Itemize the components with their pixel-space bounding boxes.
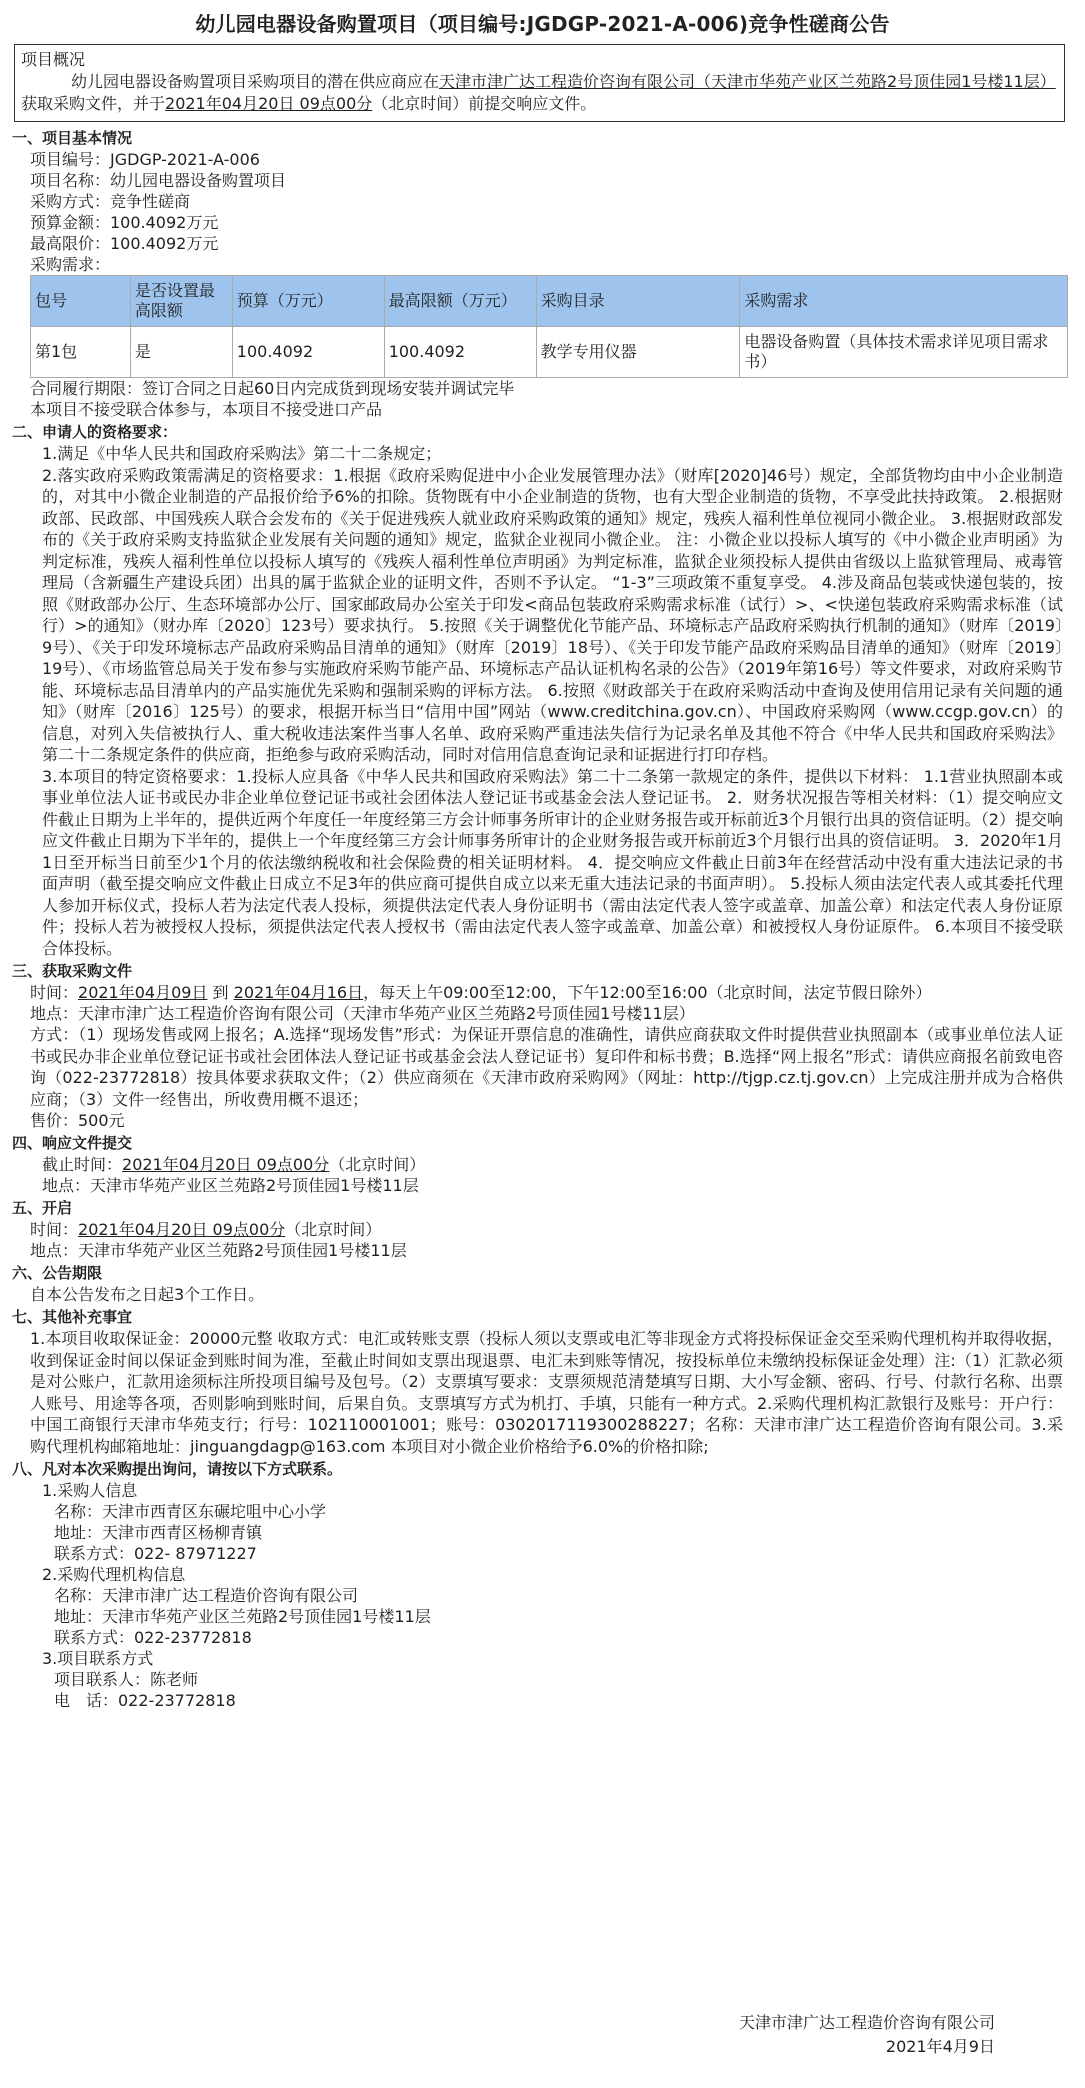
agency-address: 地址：天津市华苑产业区兰苑路2号顶佳园1号楼11层	[54, 1607, 431, 1626]
opening-time-rest: （北京时间）	[285, 1220, 382, 1239]
table-header-cell: 包号	[31, 276, 131, 327]
table-header-row	[31, 276, 1068, 327]
package-table	[30, 275, 1068, 378]
agency-title: 2.采购代理机构信息	[42, 1565, 186, 1584]
purchaser-title: 1.采购人信息	[42, 1481, 138, 1500]
purchaser-name: 名称：天津市西青区东碾坨咀中心小学	[54, 1502, 327, 1521]
deadline-rest: （北京时间）	[329, 1155, 426, 1174]
contact-title: 3.项目联系方式	[42, 1649, 154, 1668]
document-price: 售价：500元	[30, 1111, 125, 1130]
obtain-time-label: 时间：	[30, 983, 79, 1002]
table-row	[31, 327, 1068, 378]
section-6-heading: 六、公告期限	[12, 1264, 103, 1282]
procurement-method: 采购方式：竞争性磋商	[30, 192, 191, 211]
table-header-cell: 是否设置最高限额	[130, 276, 232, 327]
overview-text-pre: 幼儿园电器设备购置项目采购项目的潜在供应商应在	[71, 72, 440, 91]
qualification-item-3: 3.本项目的特定资格要求：1.投标人应具备《中华人民共和国政府采购法》第二十二条第一款规定的条件，提供以下材料： 1.1营业执照副本或事业单位法人证书或民办非企业单位登记证书或社会团体法人登记证书或基金会法人登记证书。 2．财务状况报告等相关材料：（1）提交响应文件截止日期为上半年的，提供近两个年度任一年度经第三方会计师事务所审计的企业财务报告或开标前近3个月银行出具的资信证明。（2）提交响应文件截止日期为下半年的，提供上一个年度经第三方会计师事务所审计的企业财务报告或开标前近3个月银行出具的资信证明。 3．2020年1月1日至开标当日前至少1个月的依法缴纳税收和社会保险费的相关证明材料。 4．提交响应文件截止日前3年在经营活动中没有重大违法记录的书面声明（截至提交响应文件截止日成立不足3年的供应商可提供自成立以来无重大违法记录的书面声明）。 5.投标人须由法定代表人或其委托代理人参加开标仪式，投标人若为法定代表人投标，须提供法定代表人身份证明书（需由法定代表人签字或盖章、加盖公章）和法定代表人身份证原件；投标人若为被授权人投标，须提供法定代表人授权书（需由法定代表人签字或盖章、加盖公章）和被授权人身份证原件。 6.本项目不接受联合体投标。	[42, 766, 1063, 958]
contact-phone: 电 话：022-23772818	[54, 1691, 236, 1710]
overview-text	[21, 71, 1058, 115]
table-header-cell: 预算（万元）	[232, 276, 384, 327]
obtain-time	[12, 982, 1073, 1003]
agency-phone: 联系方式：022-23772818	[54, 1628, 252, 1647]
page-title: 幼儿园电器设备购置项目（项目编号:JGDGP-2021-A-006)竞争性磋商公告	[195, 12, 890, 36]
contract-period: 合同履行期限：签订合同之日起60日内完成货到现场安装并调试完毕	[30, 379, 515, 398]
demand-label: 采购需求：	[30, 255, 111, 274]
budget-amount: 预算金额：100.4092万元	[30, 213, 219, 232]
max-price: 最高限价：100.4092万元	[30, 234, 219, 253]
overview-box	[14, 44, 1065, 122]
project-name: 项目名称：幼儿园电器设备购置项目	[30, 171, 287, 190]
section-1-heading: 一、项目基本情况	[12, 129, 133, 147]
overview-time: 2021年04月20日 09点00分	[165, 94, 373, 113]
project-number: 项目编号：JGDGP-2021-A-006	[30, 150, 260, 169]
qualification-item-1: 1.满足《中华人民共和国政府采购法》第二十二条规定；	[42, 444, 442, 463]
table-cell: 100.4092	[232, 327, 384, 378]
overview-text-post: （北京时间）前提交响应文件。	[372, 94, 597, 113]
notice-period: 自本公告发布之日起3个工作日。	[30, 1285, 265, 1304]
section-8-heading: 八、凡对本次采购提出询问，请按以下方式联系。	[12, 1460, 343, 1478]
obtain-time-rest: ，每天上午09:00至12:00，下午12:00至16:00（北京时间，法定节假日除外）	[363, 983, 932, 1002]
overview-text-mid: 获取采购文件，并于	[21, 94, 166, 113]
obtain-time-to: 到	[207, 983, 234, 1002]
opening-time	[12, 1219, 1073, 1240]
consortium-note: 本项目不接受联合体参与，本项目不接受进口产品	[30, 400, 383, 419]
contact-person: 项目联系人：陈老师	[54, 1670, 199, 1689]
deadline-time: 2021年04月20日 09点00分	[122, 1155, 330, 1174]
section-7-heading: 七、其他补充事宜	[12, 1308, 133, 1326]
overview-label: 项目概况	[21, 50, 86, 69]
table-cell: 教学专用仪器	[536, 327, 740, 378]
signature-org: 天津市津广达工程造价咨询有限公司	[738, 2013, 995, 2032]
table-cell: 第1包	[31, 327, 131, 378]
obtain-method: 方式：（1）现场发售或网上报名；A.选择“现场发售”形式：为保证开票信息的准确性，请供应商获取文件时提供营业执照副本（或事业单位法人证书或民办非企业单位登记证书或社会团体法人登记证书或基金会法人登记证书）复印件和标书费；B.选择“网上报名”形式：请供应商报名前致电咨询（022-23772818）按具体要求获取文件；（2）供应商须在《天津市政府采购网》（网址：http://tjgp.cz.tj.gov.cn）上完成注册并成为合格供应商；（3）文件一经售出，所收费用概不退还；	[30, 1025, 1063, 1109]
purchaser-address: 地址：天津市西青区杨柳青镇	[54, 1523, 263, 1542]
qualification-item-2: 2.落实政府采购政策需满足的资格要求：1.根据《政府采购促进中小企业发展管理办法》（财库[2020]46号）规定，全部货物均由中小企业制造的，对其中小微企业制造的产品报价给予6%的扣除。货物既有中小企业制造的货物，也有大型企业制造的货物，不享受此扶持政策。 2.根据财政部、民政部、中国残疾人联合会发布的《关于促进残疾人就业政府采购政策的通知》规定，残疾人福利性单位视同小微企业。 3.根据财政部发布的《关于政府采购支持监狱企业发展有关问题的通知》规定，监狱企业视同小微企业。 注：小微企业以投标人填写的《中小微企业声明函》为判定标准，残疾人福利性单位以投标人填写的《残疾人福利性单位声明函》为判定标准，监狱企业须投标人提供由省级以上监狱管理局、戒毒管理局（含新疆生产建设兵团）出具的属于监狱企业的证明文件，否则不予认定。 “1-3”三项政策不重复享受。 4.涉及商品包装或快递包装的，按照《财政部办公厅、生态环境部办公厅、国家邮政局办公室关于印发<商品包装政府采购需求标准（试行）>、<快递包装政府采购需求标准（试行）>的通知》（财办库〔2020〕123号）要求执行。 5.按照《关于调整优化节能产品、环境标志产品政府采购执行机制的通知》（财库〔2019〕9号）、《关于印发环境标志产品政府采购品目清单的通知》（财库〔2019〕18号）、《关于印发节能产品政府采购品目清单的通知》（财库〔2019〕19号）、《市场监管总局关于发布参与实施政府采购节能产品、环境标志产品认证机构名录的公告》（2019年第16号）等文件要求，对政府采购节能、环境标志品目清单内的产品实施优先采购和强制采购的评标方法。 6.按照《财政部关于在政府采购活动中查询及使用信用记录有关问题的通知》（财库〔2016〕125号）的要求，根据开标当日“信用中国”网站（www.creditchina.gov.cn）、中国政府采购网（www.ccgp.gov.cn）的信息，对列入失信被执行人、重大税收违法案件当事人名单、政府采购严重违法失信行为记录名单及其他不符合《中华人民共和国政府采购法》第二十二条规定条件的供应商，拒绝参与政府采购活动，同时对信用信息查询记录和证据进行打印存档。	[42, 465, 1063, 764]
table-header-cell: 最高限额（万元）	[384, 276, 536, 327]
table-header-cell: 采购需求	[740, 276, 1068, 327]
table-header-cell: 采购目录	[536, 276, 740, 327]
section-3-heading: 三、获取采购文件	[12, 962, 133, 980]
purchaser-phone: 联系方式：022- 87971227	[54, 1544, 257, 1563]
supplementary-matters: 1.本项目收取保证金：20000元整 收取方式：电汇或转账支票（投标人须以支票或电汇等非现金方式将投标保证金交至采购代理机构并取得收据，收到保证金时间以保证金到账时间为准，至截止时间如支票出现退票、电汇未到账等情况，按投标单位未缴纳投标保证金处理）注:（1）汇款必须是对公账户，汇款用途须标注所投项目编号及包号。（2）支票填写要求：支票须规范清楚填写日期、大小写金额、密码、行号、付款行名称、出票人账号、用途等各项，否则影响到账时间，后果自负。支票填写方式为机打、手填，只能有一种方式。2.采购代理机构汇款银行及账号：开户行：中国工商银行天津市华苑支行；行号：102110001001；账号：0302017119300288227；名称：天津市津广达工程造价咨询有限公司。3.采购代理机构邮箱地址：jinguangdagp@163.com 本项目对小微企业价格给予6.0%的价格扣除;	[30, 1329, 1063, 1456]
deadline-label: 截止时间：	[42, 1155, 123, 1174]
signature-date: 2021年4月9日	[885, 2037, 995, 2056]
table-cell: 是	[130, 327, 232, 378]
obtain-time-start: 2021年04月09日	[78, 983, 208, 1002]
opening-place: 地点：天津市华苑产业区兰苑路2号顶佳园1号楼11层	[30, 1241, 407, 1260]
agency-name: 名称：天津市津广达工程造价咨询有限公司	[54, 1586, 359, 1605]
section-5-heading: 五、开启	[12, 1199, 73, 1217]
opening-time-label: 时间：	[30, 1220, 79, 1239]
obtain-place: 地点：天津市津广达工程造价咨询有限公司（天津市华苑产业区兰苑路2号顶佳园1号楼11层）	[30, 1004, 695, 1023]
submission-place: 地点：天津市华苑产业区兰苑路2号顶佳园1号楼11层	[42, 1176, 419, 1195]
table-cell: 100.4092	[384, 327, 536, 378]
overview-place: 天津市津广达工程造价咨询有限公司（天津市华苑产业区兰苑路2号顶佳园1号楼11层）	[439, 72, 1056, 91]
obtain-time-end: 2021年04月16日	[233, 983, 364, 1002]
table-cell: 电器设备购置（具体技术需求详见项目需求书）	[740, 327, 1068, 378]
submission-deadline	[12, 1154, 1073, 1175]
section-2-heading: 二、申请人的资格要求：	[12, 423, 178, 441]
section-4-heading: 四、响应文件提交	[12, 1134, 133, 1152]
opening-time-value: 2021年04月20日 09点00分	[78, 1220, 286, 1239]
